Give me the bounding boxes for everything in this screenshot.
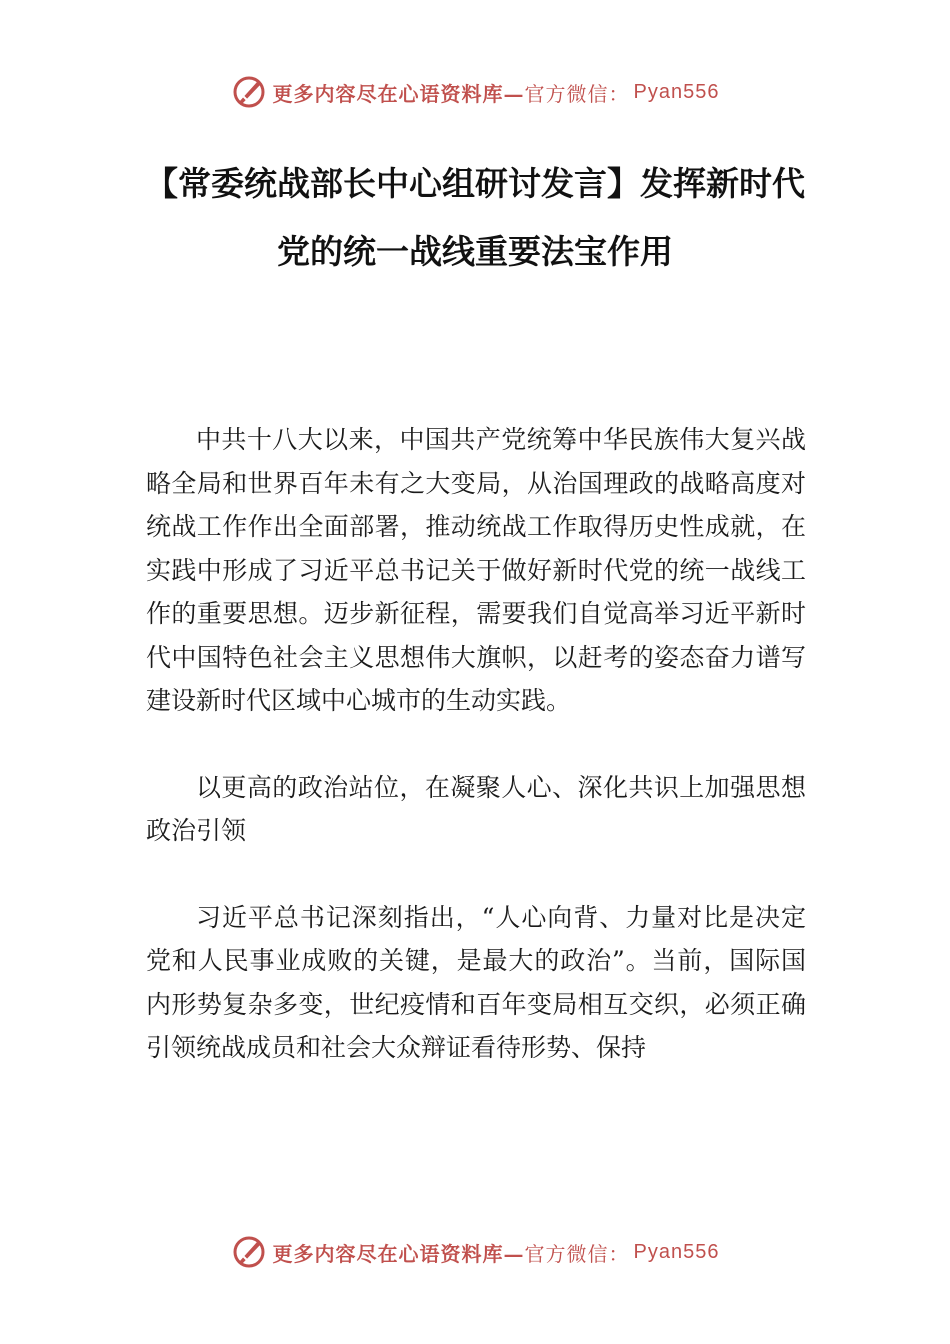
banner-wechat-label: 官方微信：: [524, 81, 630, 106]
pen-circle-logo-icon: [231, 74, 267, 110]
pen-circle-logo-icon: [231, 1234, 267, 1270]
section-heading: 以更高的政治站位，在凝聚人心、深化共识上加强思想政治引领: [146, 772, 806, 845]
banner-wechat-label: 官方微信：: [524, 1241, 630, 1266]
document-body: [146, 418, 806, 1070]
banner-slogan: 更多内容尽在心语资料库—: [272, 1241, 525, 1266]
footer-banner: [0, 1230, 950, 1274]
header-banner: [0, 70, 950, 114]
paragraph: 习近平总书记深刻指出，“人心向背、力量对比是决定党和人民事业成败的关键，是最大的政治”。当前，国际国内形势复杂多变，世纪疫情和百年变局相互交织，必须正确引领统战成员和社会大众辩证看待形势、保持: [146, 902, 806, 1062]
banner-slogan: 更多内容尽在心语资料库—: [272, 81, 525, 106]
document-title: 【常委统战部长中心组研讨发言】发挥新时代党的统一战线重要法宝作用: [145, 164, 805, 271]
banner-wechat-id: Pyan556: [633, 1240, 720, 1263]
paragraph: 中共十八大以来，中国共产党统筹中华民族伟大复兴战略全局和世界百年未有之大变局，从治国理政的战略高度对统战工作作出全面部署，推动统战工作取得历史性成就，在实践中形成了习近平总书记关于做好新时代党的统一战线工作的重要思想。迈步新征程，需要我们自觉高举习近平新时代中国特色社会主义思想伟大旗帜，以赶考的姿态奋力谱写建设新时代区域中心城市的生动实践。: [146, 425, 806, 715]
banner-wechat-id: Pyan556: [633, 80, 720, 103]
